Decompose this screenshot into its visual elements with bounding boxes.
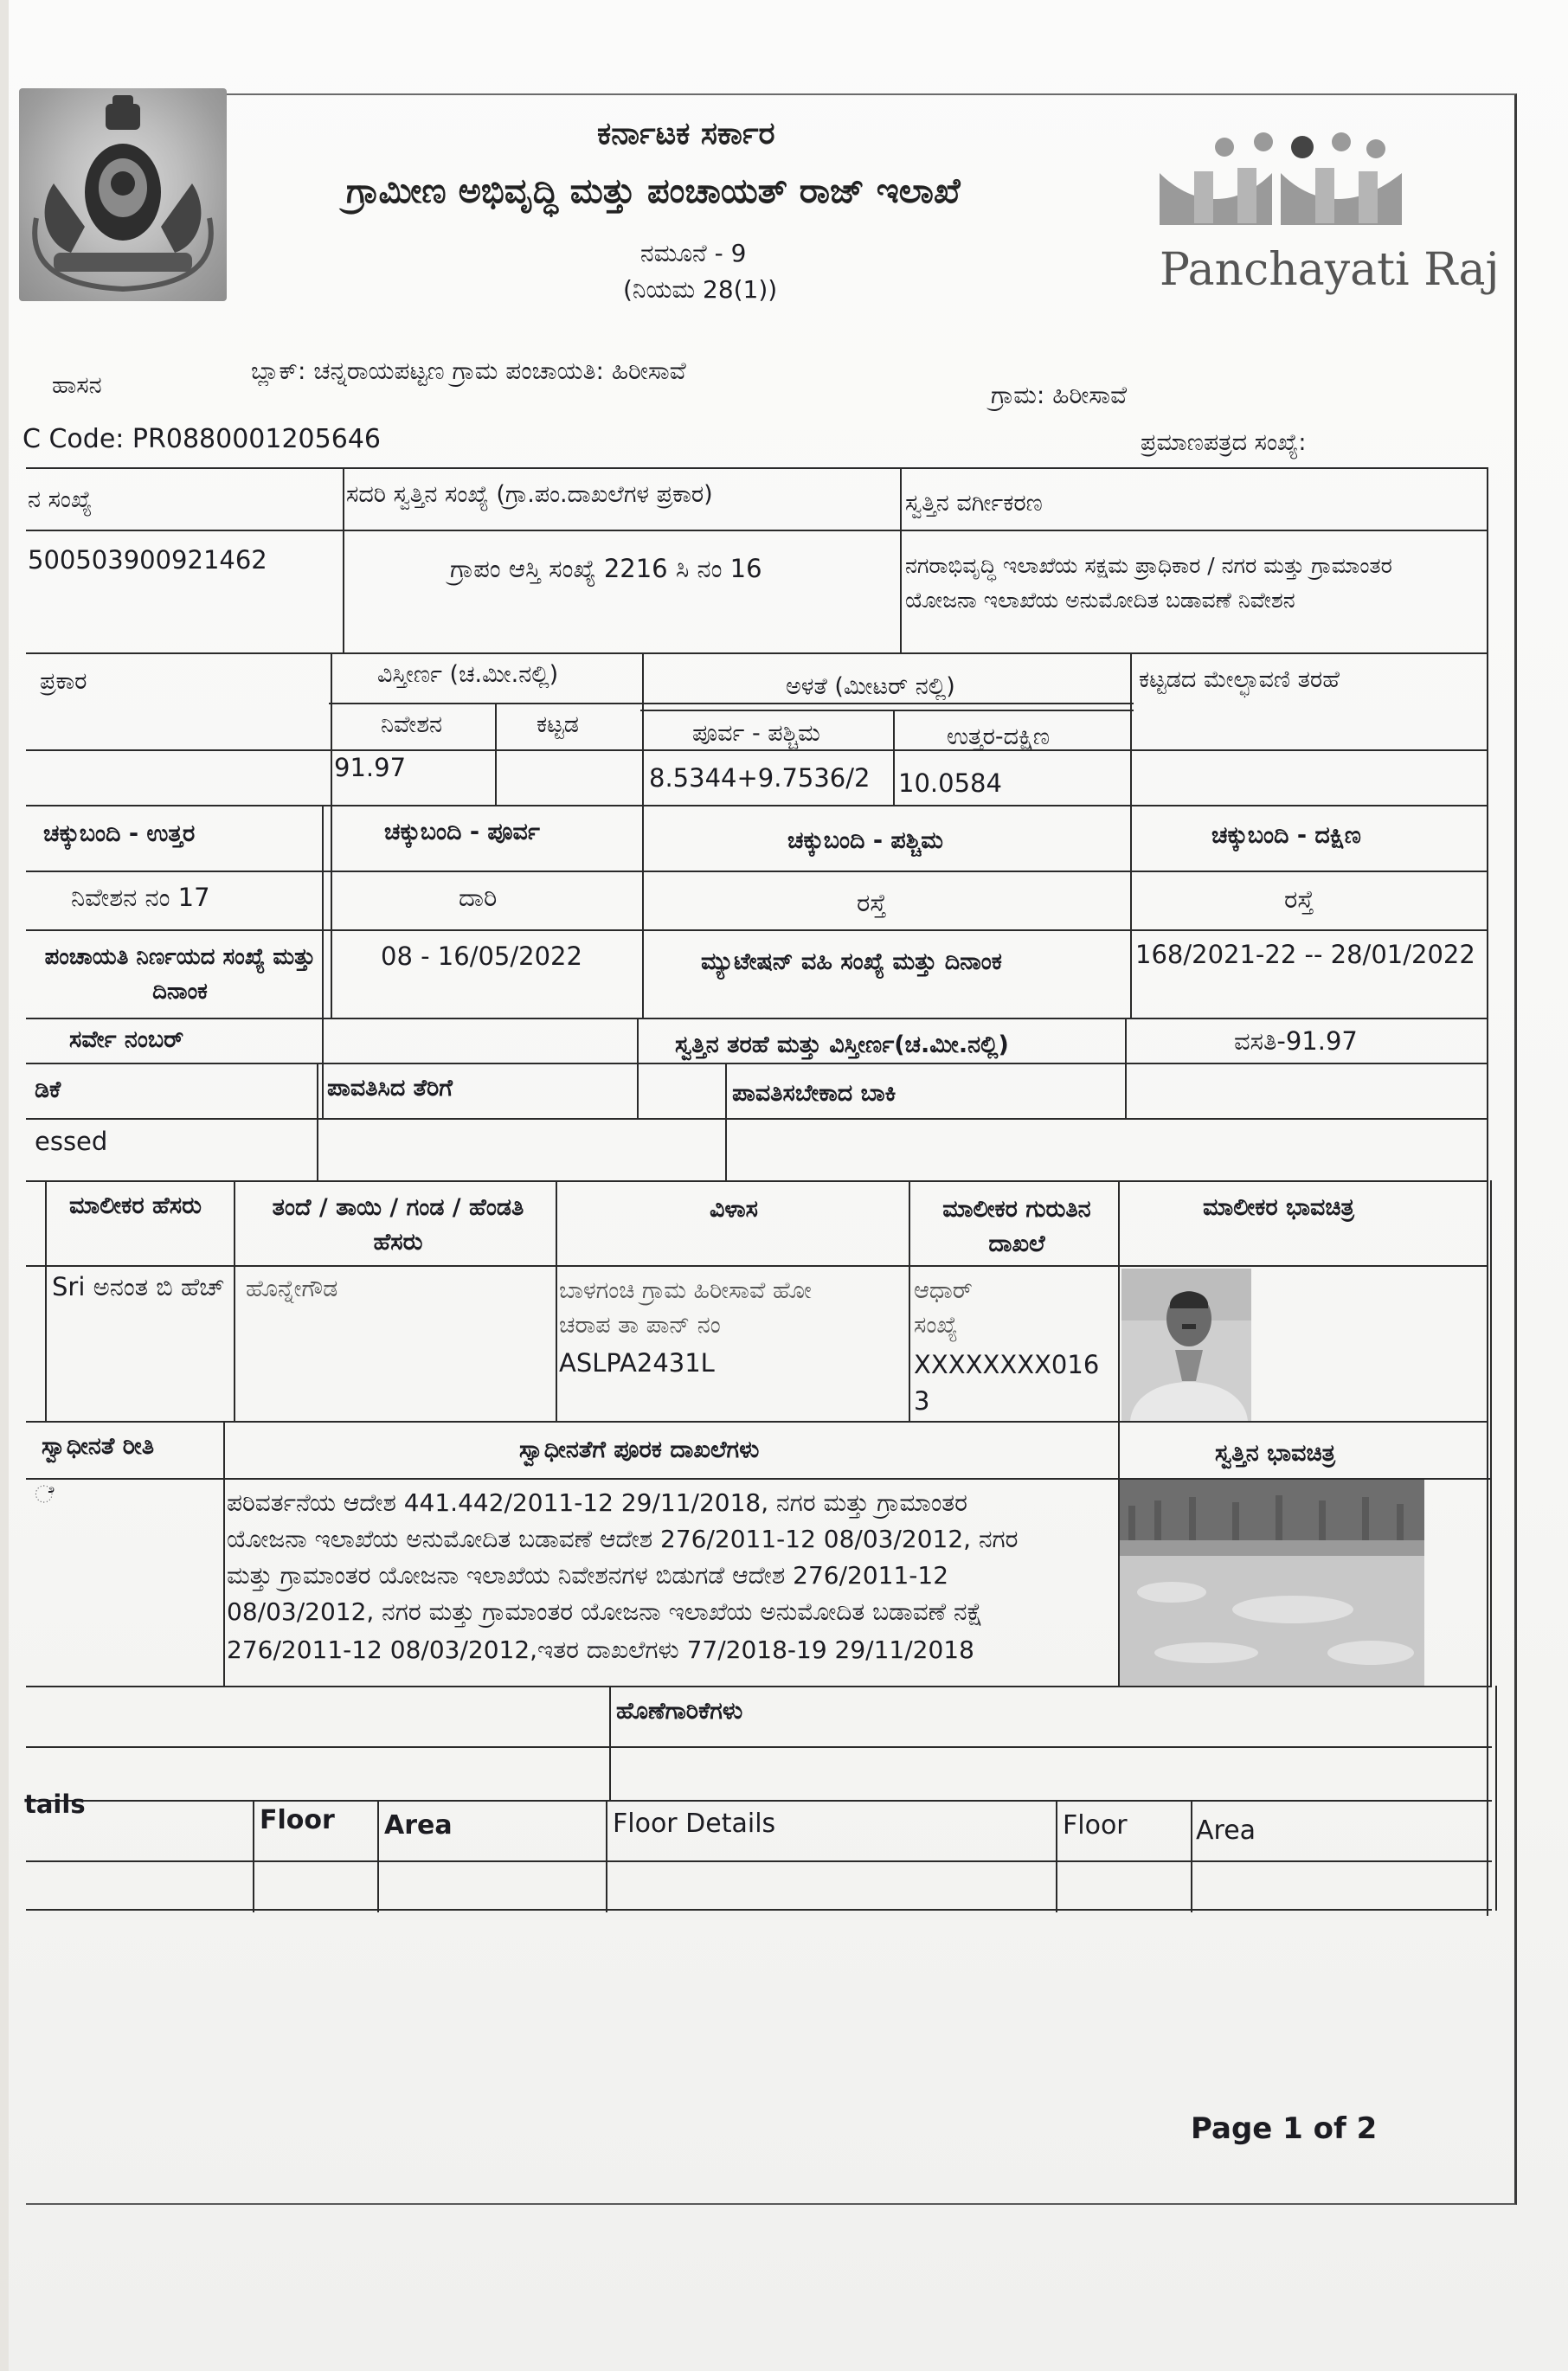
table-line (26, 1118, 1488, 1120)
size-label: ಅಳತೆ (ಮೀಟರ್ ನಲ್ಲಿ) (786, 673, 955, 700)
village-text: ಗ್ರಾಮ: ಹಿರೀಸಾವೆ (991, 381, 1128, 409)
owner-id-line: 3 (914, 1386, 930, 1416)
ownership-docs-line: 276/2011-12 08/03/2012,ಇತರ ದಾಖಲೆಗಳು 77/2018-19 29/11/2018 (227, 1635, 974, 1664)
classification-value: ನಗರಾಭಿವೃದ್ಧಿ ಇಲಾಖೆಯ ಸಕ್ಷಮ ಪ್ರಾಧಿಕಾರ / ನಗರ ಮತ್ತು ಗ್ರಾಮಾಂತರ ಯೋಜನಾ ಇಲಾಖೆಯ ಅನುಮೋದಿತ ಬಡಾವಣೆ ನಿವೇಶನ (905, 553, 1392, 613)
table-line (26, 871, 1488, 872)
owner-id-line: ಸಂಖ್ಯೆ (914, 1312, 958, 1339)
table-line (26, 1686, 1492, 1687)
owner-id-label: ಮಾಲೀಕರ ಗುರುತಿನ ದಾಖಲೆ (942, 1196, 1091, 1257)
site-label: ನಿವೇಶನ (381, 711, 443, 738)
tax-value: essed (35, 1127, 108, 1156)
owner-address-line: ಚರಾಪ ತಾ ಪಾನ್ ನಂ (559, 1312, 721, 1339)
table-line (1495, 1686, 1497, 1911)
page-number: Page 1 of 2 (1191, 2111, 1378, 2146)
owner-address-label: ವಿಳಾಸ (710, 1196, 758, 1223)
building-label: ಕಟ್ಟಡ (537, 711, 579, 738)
area-label-2: Area (1196, 1815, 1256, 1846)
table-line (609, 1686, 611, 1800)
table-line (26, 805, 1488, 806)
table-line (893, 710, 895, 805)
govt-title: ಕರ್ನಾಟಕ ಸರ್ಕಾರ (597, 116, 775, 151)
owner-id-line: ಆಧಾರ್ (914, 1277, 973, 1304)
survey-label: ಸರ್ವೇ ನಂಬರ್ (69, 1026, 184, 1053)
table-line (26, 1265, 1488, 1267)
table-line (329, 703, 1134, 704)
mutation-label: ಮ್ಯುಟೇಷನ್ ವಹಿ ಸಂಖ್ಯೆ ಮತ್ತು ದಿನಾಂಕ (701, 948, 1002, 975)
table-line (26, 1909, 1492, 1911)
roof-type-label: ಕಟ್ಟಡದ ಮೇಲ್ಛಾವಣಿ ತರಹೆ (1139, 666, 1340, 693)
mutation-value: 168/2021-22 -- 28/01/2022 (1135, 940, 1475, 969)
owner-address-line: ಬಾಳಗಂಚಿ ಗ್ರಾಮ ಹಿರೀಸಾವೆ ಹೋ (559, 1277, 812, 1304)
classification-label: ಸ್ವತ್ತಿನ ವರ್ಗೀಕರಣ (905, 490, 1043, 517)
property-photo-label: ಸ್ವತ್ತಿನ ಭಾವಚಿತ್ರ (1215, 1440, 1336, 1467)
floor-details-label: tails (24, 1789, 86, 1819)
table-line (1056, 1800, 1057, 1912)
type-area-label: ಸ್ವತ್ತಿನ ತರಹೆ ಮತ್ತು ವಿಸ್ತೀರ್ಣ(ಚ.ಮೀ.ನಲ್ಲಿ) (675, 1031, 1009, 1058)
table-line (26, 1800, 1492, 1802)
table-line (606, 1800, 607, 1912)
department-title: ಗ್ರಾಮೀಣ ಅಭಿವೃದ್ಧಿ ಮತ್ತು ಪಂಚಾಯತ್ ರಾಜ್ ಇಲಾಖೆ (346, 171, 961, 211)
table-line (377, 1800, 379, 1912)
owner-photo (1121, 1269, 1251, 1421)
form-number: ನಮೂನೆ - 9 (640, 239, 747, 267)
ownership-mode-label: ಸ್ವಾಧೀನತೆ ರೀತಿ (42, 1433, 155, 1460)
table-line (253, 1800, 254, 1912)
boundary-south-value: ರಸ್ತೆ (1284, 884, 1314, 914)
property-photo (1120, 1480, 1424, 1686)
tax-paid-label: ಪಾವತಿಸಿದ ತೆರಿಗೆ (327, 1075, 453, 1102)
table-line (1130, 652, 1132, 1018)
table-line (331, 652, 332, 1018)
table-line (909, 1180, 910, 1421)
owner-relation-label: ತಂದೆ / ತಾಯಿ / ಗಂಡ / ಹೆಂಡತಿ ಹೆಸರು (272, 1194, 524, 1256)
ownership-docs-line: 08/03/2012, ನಗರ ಮತ್ತು ಗ್ರಾಮಾಂತರ ಯೋಜನಾ ಇಲಾಖೆಯ ಅನುಮೋದಿತ ಬಡಾವಣೆ ನಕ್ಷೆ (227, 1597, 983, 1626)
resolution-label: ಪಂಚಾಯತಿ ನಿರ್ಣಯದ ಸಂಖ್ಯೆ ಮತ್ತು ದಿನಾಂಕ (44, 944, 316, 1005)
north-south-label: ಉತ್ತರ-ದಕ್ಷಿಣ (947, 723, 1051, 750)
table-line (725, 1063, 727, 1180)
ownership-docs-label: ಸ್ವಾಧೀನತೆಗೆ ಪೂರಕ ದಾಖಲೆಗಳು (519, 1436, 760, 1463)
ownership-docs-line: ಮತ್ತು ಗ್ರಾಮಾಂತರ ಯೋಜನಾ ಇಲಾಖೆಯ ನಿವೇಶನಗಳ ಬಿಡುಗಡೆ ಆದೇಶ 276/2011-12 (227, 1561, 949, 1590)
table-line (640, 710, 1134, 711)
boundary-east-value: ದಾರಿ (459, 883, 498, 912)
table-line (495, 703, 497, 805)
boundary-south-label: ಚಕ್ಕುಬಂದಿ - ದಕ್ಷಿಣ (1211, 822, 1361, 849)
table-line (1191, 1800, 1192, 1912)
old-number-label: ಸದರಿ ಸ್ವತ್ತಿನ ಸಂಖ್ಯೆ (ಗ್ರಾ.ಪಂ.ದಾಖಲೆಗಳ ಪ್ರಕಾರ) (346, 481, 713, 508)
table-line (1125, 1018, 1127, 1118)
property-id-label: ನ ಸಂಖ್ಯೆ (28, 486, 93, 513)
table-line (637, 1018, 639, 1118)
block-panchayat-text: ಬ್ಲಾಕ್: ಚನ್ನರಾಯಪಟ್ಟಣ ಗ್ರಾಮ ಪಂಚಾಯತಿ: ಹಿರೀಸಾವೆ (251, 357, 686, 385)
east-west-value: 8.5344+9.7536/2 (649, 763, 871, 793)
code-text: C Code: PR0880001205646 (22, 424, 381, 454)
type-label: ಪ್ರಕಾರ (40, 668, 87, 695)
old-number-value: ಗ್ರಾಪಂ ಆಸ್ತಿ ಸಂಖ್ಯೆ 2216 ಸಿ ನಂ 16 (450, 554, 762, 583)
table-line (26, 530, 1487, 531)
table-line (26, 1018, 1488, 1019)
area-label: Area (384, 1810, 453, 1841)
ownership-docs-line: ಯೋಜನಾ ಇಲಾಖೆಯ ಅನುಮೋದಿತ ಬಡಾವಣೆ ಆದೇಶ 276/2011-12 08/03/2012, ನಗರ (227, 1525, 1019, 1553)
table-line (26, 749, 1488, 751)
table-line (26, 1421, 1488, 1423)
table-line (642, 652, 644, 1018)
form-border (26, 93, 1517, 2205)
floor-label: Floor (260, 1805, 335, 1835)
north-south-value: 10.0584 (898, 768, 1002, 798)
table-line (1487, 467, 1488, 1916)
table-line (26, 1746, 1492, 1748)
table-line (26, 652, 1488, 654)
area-label: ವಿಸ್ತೀರ್ಣ (ಚ.ಮೀ.ನಲ್ಲಿ) (377, 661, 559, 688)
owner-name-value: Sri ಅನಂತ ಬಿ ಹೆಚ್ (52, 1272, 225, 1301)
boundary-north-value: ನಿವೇಶನ ನಂ 17 (71, 883, 210, 912)
table-line (223, 1421, 225, 1686)
district-text: ಹಾಸನ (52, 372, 102, 399)
type-area-value: ವಸತಿ-91.97 (1234, 1026, 1358, 1056)
floor-label-2: Floor (1063, 1810, 1128, 1841)
owner-photo-label: ಮಾಲೀಕರ ಭಾವಚಿತ್ರ (1203, 1194, 1354, 1221)
owner-name-label: ಮಾಲೀಕರ ಹೆಸರು (69, 1192, 202, 1219)
owner-address-line: ASLPA2431L (559, 1348, 715, 1378)
certificate-label: ಪ್ರಮಾಣಪತ್ರದ ಸಂಖ್ಯೆ: (1141, 429, 1307, 456)
table-line (1490, 1180, 1492, 1687)
boundary-west-value: ರಸ್ತೆ (857, 888, 887, 917)
site-area-value: 91.97 (334, 753, 407, 782)
owner-id-line: XXXXXXXX016 (914, 1350, 1100, 1379)
table-line (234, 1180, 235, 1421)
table-line (317, 1063, 318, 1180)
tax-due-label: ಪಾವತಿಸಬೇಕಾದ ಬಾಕಿ (732, 1080, 896, 1107)
karnataka-emblem-logo (19, 88, 227, 301)
owner-relation-value: ಹೊನ್ನೇಗೌಡ (246, 1275, 338, 1302)
resolution-value: 08 - 16/05/2022 (381, 941, 582, 971)
table-line (343, 467, 344, 652)
ownership-mode-value: ೆ (35, 1481, 55, 1508)
table-line (26, 1860, 1492, 1862)
boundary-east-label: ಚಕ್ಕುಬಂದಿ - ಪೂರ್ವ (384, 819, 540, 845)
floor-details-label-2: Floor Details (613, 1809, 776, 1839)
table-line (322, 805, 324, 1120)
table-line (26, 1180, 1488, 1182)
table-line (900, 467, 902, 652)
east-west-label: ಪೂರ್ವ - ಪಶ್ಚಿಮ (692, 720, 820, 747)
liabilities-label: ಹೊಣೆಗಾರಿಕೆಗಳು (616, 1698, 743, 1725)
rule-number: (ನಿಯಮ 28(1)) (623, 275, 778, 304)
table-line (26, 929, 1488, 931)
table-line (556, 1180, 557, 1421)
boundary-north-label: ಚಕ್ಕುಬಂದಿ - ಉತ್ತರ (43, 820, 196, 847)
table-line (26, 1063, 1488, 1064)
tax-label: ಡಿಕೆ (35, 1076, 61, 1103)
property-id-value: 500503900921462 (28, 545, 267, 575)
ownership-docs-line: ಪರಿವರ್ತನೆಯ ಆದೇಶ 441.442/2011-12 29/11/2018, ನಗರ ಮತ್ತು ಗ್ರಾಮಾಂತರ (227, 1488, 967, 1517)
table-line (26, 467, 1487, 469)
panchayati-raj-text: Panchayati Raj (1160, 244, 1500, 296)
boundary-west-label: ಚಕ್ಕುಬಂದಿ - ಪಶ್ಚಿಮ (787, 827, 943, 854)
table-line (45, 1180, 47, 1421)
